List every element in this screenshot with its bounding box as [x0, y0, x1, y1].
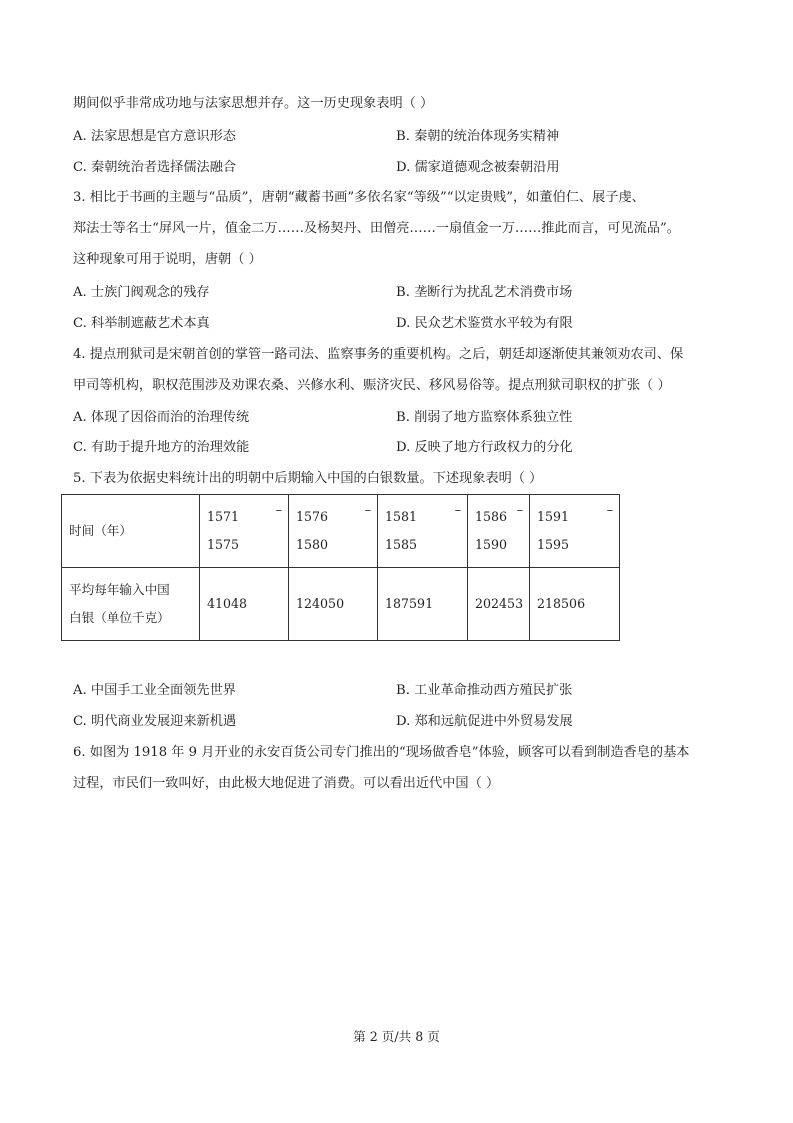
silver-import-table: [61, 494, 620, 641]
period-dash: –: [606, 502, 613, 517]
period-dash: –: [516, 502, 523, 517]
question-4-stem-line-2: 甲司等机构，职权范围涉及劝课农桑、兴修水利、赈济灾民、移风易俗等。提点刑狱司职权的扩张（ ）: [73, 378, 671, 393]
table-period-cell: [468, 495, 530, 568]
table-period-cell: [378, 495, 468, 568]
q2-option-b: B. 秦朝的统治体现务实精神: [396, 129, 560, 144]
period-start: 1586: [475, 509, 508, 524]
question-6-stem-line-2: 过程，市民们一致叫好，由此极大地促进了消费。可以看出近代中国（ ）: [73, 776, 500, 791]
period-start: 1591: [537, 509, 570, 524]
table-row-period: [62, 495, 620, 568]
q4-option-b: B. 削弱了地方监察体系独立性: [396, 410, 573, 425]
table-value-cell: 218506: [530, 568, 620, 641]
question-3-stem-line-2: 郑法士等名士“屏风一片，值金二万……及杨契丹、田僧亮……一扇值金一万……推此而言，可见流品”。: [73, 221, 680, 236]
q3-option-a: A. 士族门阀观念的残存: [73, 285, 210, 300]
q4-option-a: A. 体现了因俗而治的治理传统: [73, 410, 250, 425]
question-4-stem-line-1: 4. 提点刑狱司是宋朝首创的掌管一路司法、监察事务的重要机构。之后，朝廷却逐渐使其兼领劝农司、保: [73, 347, 684, 362]
period-end: 1575: [207, 537, 240, 552]
period-start: 1581: [385, 509, 418, 524]
table-row-silver: [62, 568, 620, 641]
table-value-cell: 124050: [289, 568, 378, 641]
table-period-cell: [200, 495, 289, 568]
period-end: 1580: [296, 537, 329, 552]
q5-option-a: A. 中国手工业全面领先世界: [73, 683, 236, 698]
table-period-cell: [530, 495, 620, 568]
q2-option-c: C. 秦朝统治者选择儒法融合: [73, 160, 237, 175]
table-value-cell: 41048: [200, 568, 289, 641]
period-dash: –: [364, 502, 371, 517]
q2-option-a: A. 法家思想是官方意识形态: [73, 129, 236, 144]
q4-option-d: D. 反映了地方行政权力的分化: [396, 440, 573, 455]
page-footer: 第 2 页/共 8 页: [353, 1029, 440, 1044]
period-dash: –: [454, 502, 461, 517]
table-value-cell: 202453: [468, 568, 530, 641]
question-3-stem-line-3: 这种现象可用于说明，唐朝（ ）: [73, 252, 262, 267]
question-3-stem-line-1: 3. 相比于书画的主题与“品质”，唐朝“藏蓄书画”多依名家“等级”“以定贵贱”，如董伯仁、展子虔、: [73, 190, 645, 205]
q5-option-c: C. 明代商业发展迎来新机遇: [73, 714, 237, 729]
q5-option-d: D. 郑和远航促进中外贸易发展: [396, 714, 573, 729]
table-header-silver: [62, 568, 200, 641]
silver-label-line-2: 白银（单位千克）: [69, 610, 170, 625]
question-6-stem-line-1: 6. 如图为 1918 年 9 月开业的永安百货公司专门推出的“现场做香皂”体验，顾客可以看到制造香皂的基本: [73, 745, 690, 760]
table-header-time: 时间（年）: [62, 495, 200, 568]
period-dash: –: [275, 502, 282, 517]
q2-option-d: D. 儒家道德观念被秦朝沿用: [396, 160, 560, 175]
period-end: 1585: [385, 537, 418, 552]
silver-label-line-1: 平均每年输入中国: [69, 582, 170, 597]
question-5-stem: 5. 下表为依据史料统计出的明朝中后期输入中国的白银数量。下述现象表明（ ）: [73, 471, 543, 486]
period-end: 1595: [537, 537, 570, 552]
q3-option-c: C. 科举制遮蔽艺术本真: [73, 316, 210, 331]
period-end: 1590: [475, 537, 508, 552]
q4-option-c: C. 有助于提升地方的治理效能: [73, 440, 250, 455]
period-start: 1571: [207, 509, 240, 524]
q3-option-b: B. 垄断行为扰乱艺术消费市场: [396, 285, 573, 300]
question-2-stem-tail: 期间似乎非常成功地与法家思想并存。这一历史现象表明（ ）: [73, 96, 434, 111]
table-period-cell: [289, 495, 378, 568]
q3-option-d: D. 民众艺术鉴赏水平较为有限: [396, 316, 573, 331]
period-start: 1576: [296, 509, 329, 524]
q5-option-b: B. 工业革命推动西方殖民扩张: [396, 683, 573, 698]
table-value-cell: 187591: [378, 568, 468, 641]
